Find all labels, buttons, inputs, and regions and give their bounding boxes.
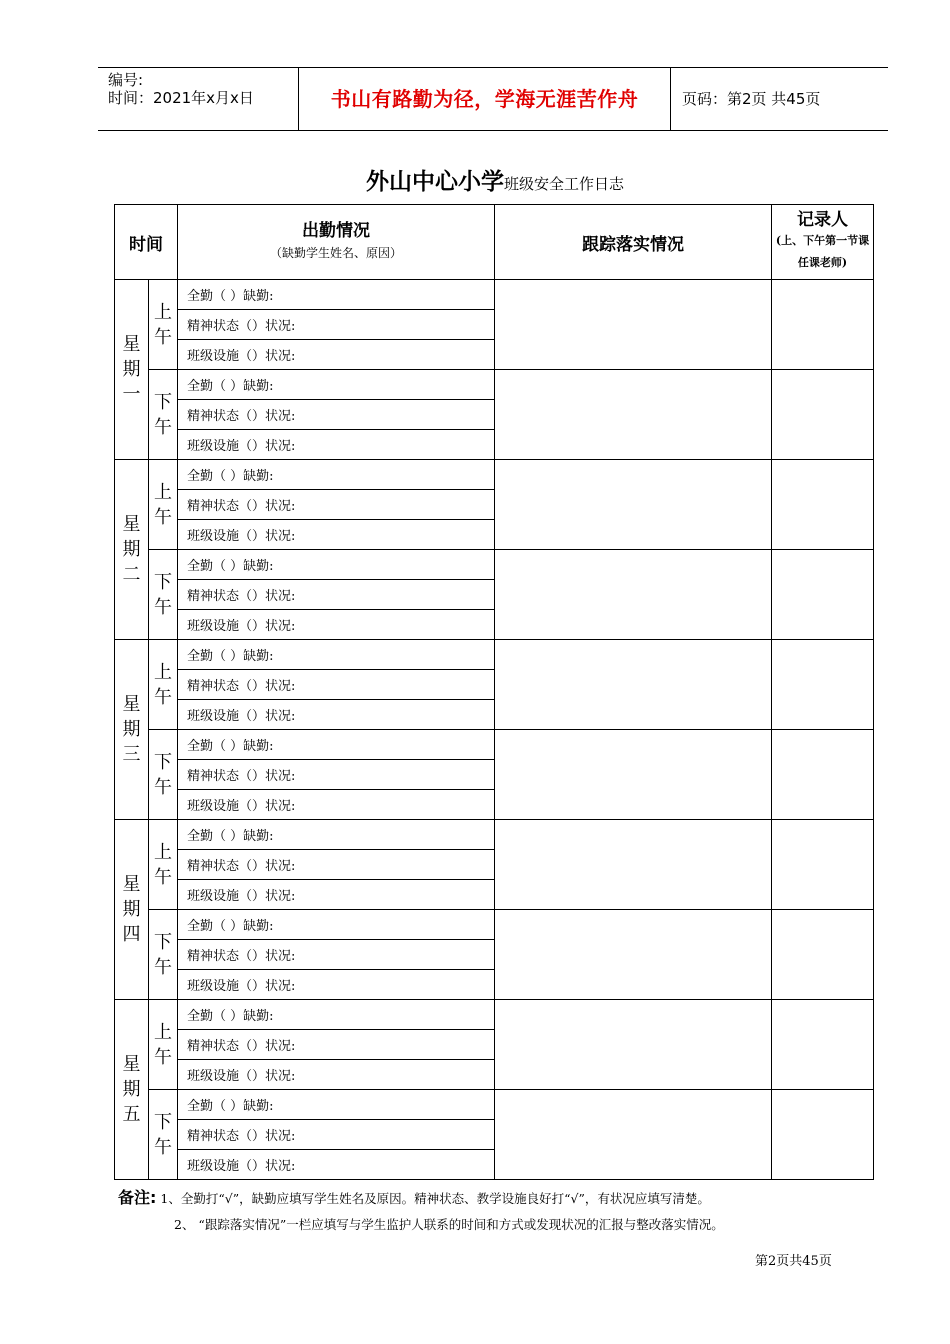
table-row xyxy=(115,370,874,400)
day-char: 期 xyxy=(122,719,141,740)
time-label: 时间：2021年x月x日 xyxy=(108,89,254,107)
half-day-char: 午 xyxy=(154,776,172,798)
day-char: 星 xyxy=(122,1054,141,1075)
morning-cell xyxy=(149,640,178,730)
recorder-cell[interactable] xyxy=(772,370,874,460)
attendance-item[interactable]: 全勤（ ）缺勤: xyxy=(178,550,495,580)
page-footer: 第2页共45页 xyxy=(755,1254,832,1269)
page-title xyxy=(0,163,950,196)
header-attendance xyxy=(178,205,495,280)
half-day-char: 午 xyxy=(154,326,172,348)
day-char: 星 xyxy=(122,694,141,715)
header-recorder xyxy=(772,205,874,280)
safety-log-table xyxy=(114,204,874,1180)
recorder-cell[interactable] xyxy=(772,280,874,370)
attendance-item[interactable]: 精神状态（）状况: xyxy=(178,490,495,520)
recorder-cell[interactable] xyxy=(772,1000,874,1090)
header-attendance-sub: （缺勤学生姓名、原因） xyxy=(269,246,402,260)
header-divider xyxy=(670,68,671,130)
attendance-item[interactable]: 全勤（ ）缺勤: xyxy=(178,370,495,400)
attendance-item[interactable]: 全勤（ ）缺勤: xyxy=(178,460,495,490)
day-cell xyxy=(115,280,149,460)
notes-text-1: 1、全勤打“√”，缺勤应填写学生姓名及原因。精神状态、教学设施良好打“√”，有状况应填写清楚。 xyxy=(160,1191,710,1206)
attendance-item[interactable]: 全勤（ ）缺勤: xyxy=(178,910,495,940)
table-row xyxy=(115,1000,874,1030)
table-row xyxy=(115,640,874,670)
day-cell xyxy=(115,1000,149,1180)
morning-cell xyxy=(149,460,178,550)
attendance-item[interactable]: 班级设施（）状况: xyxy=(178,520,495,550)
header-motto: 书山有路勤为径，学海无涯苦作舟 xyxy=(330,87,639,111)
attendance-item[interactable]: 全勤（ ）缺勤: xyxy=(178,640,495,670)
tracking-cell[interactable] xyxy=(495,280,772,370)
attendance-item[interactable]: 班级设施（）状况: xyxy=(178,1150,495,1180)
tracking-cell[interactable] xyxy=(495,640,772,730)
tracking-cell[interactable] xyxy=(495,550,772,640)
morning-cell xyxy=(149,820,178,910)
attendance-item[interactable]: 全勤（ ）缺勤: xyxy=(178,820,495,850)
attendance-item[interactable]: 精神状态（）状况: xyxy=(178,310,495,340)
table-row xyxy=(115,820,874,850)
day-char: 五 xyxy=(122,1104,141,1125)
attendance-item[interactable]: 班级设施（）状况: xyxy=(178,970,495,1000)
half-day-char: 下 xyxy=(154,751,172,773)
half-day-char: 午 xyxy=(154,416,172,438)
day-char: 期 xyxy=(122,899,141,920)
attendance-item[interactable]: 班级设施（）状况: xyxy=(178,880,495,910)
table-header-row xyxy=(115,205,874,280)
header-page-label: 页码：第2页 共45页 xyxy=(682,90,821,108)
attendance-item[interactable]: 班级设施（）状况: xyxy=(178,340,495,370)
tracking-cell[interactable] xyxy=(495,910,772,1000)
half-day-char: 上 xyxy=(154,481,172,503)
half-day-char: 午 xyxy=(154,506,172,528)
afternoon-cell xyxy=(149,730,178,820)
attendance-item[interactable]: 精神状态（）状况: xyxy=(178,1030,495,1060)
half-day-char: 午 xyxy=(154,1136,172,1158)
notes xyxy=(118,1185,898,1238)
table-row xyxy=(115,910,874,940)
attendance-item[interactable]: 班级设施（）状况: xyxy=(178,430,495,460)
day-char: 四 xyxy=(122,924,141,945)
table-row xyxy=(115,460,874,490)
afternoon-cell xyxy=(149,910,178,1000)
header-recorder-sub: (上、下午第一节课任课老师) xyxy=(775,234,870,269)
half-day-char: 午 xyxy=(154,596,172,618)
tracking-cell[interactable] xyxy=(495,370,772,460)
attendance-item[interactable]: 精神状态（）状况: xyxy=(178,670,495,700)
day-char: 期 xyxy=(122,359,141,380)
morning-cell xyxy=(149,280,178,370)
attendance-item[interactable]: 全勤（ ）缺勤: xyxy=(178,280,495,310)
attendance-item[interactable]: 精神状态（）状况: xyxy=(178,580,495,610)
day-char: 期 xyxy=(122,539,141,560)
number-label: 编号: xyxy=(108,71,144,89)
attendance-item[interactable]: 班级设施（）状况: xyxy=(178,700,495,730)
table-row xyxy=(115,1090,874,1120)
doc-name: 班级安全工作日志 xyxy=(503,175,624,193)
half-day-char: 下 xyxy=(154,391,172,413)
half-day-char: 下 xyxy=(154,1111,172,1133)
attendance-item[interactable]: 班级设施（）状况: xyxy=(178,610,495,640)
day-char: 星 xyxy=(122,874,141,895)
table-row xyxy=(115,550,874,580)
day-char: 星 xyxy=(122,514,141,535)
recorder-cell[interactable] xyxy=(772,730,874,820)
half-day-char: 午 xyxy=(154,686,172,708)
attendance-item[interactable]: 精神状态（）状况: xyxy=(178,400,495,430)
attendance-item[interactable]: 精神状态（）状况: xyxy=(178,760,495,790)
recorder-cell[interactable] xyxy=(772,820,874,910)
day-cell xyxy=(115,640,149,820)
half-day-char: 上 xyxy=(154,841,172,863)
attendance-item[interactable]: 全勤（ ）缺勤: xyxy=(178,1090,495,1120)
page-header xyxy=(98,67,888,131)
notes-label: 备注: xyxy=(118,1188,157,1207)
table-row xyxy=(115,730,874,760)
attendance-item[interactable]: 全勤（ ）缺勤: xyxy=(178,1000,495,1030)
header-tracking: 跟踪落实情况 xyxy=(495,205,772,280)
tracking-cell[interactable] xyxy=(495,1090,772,1180)
day-cell xyxy=(115,820,149,1000)
day-cell xyxy=(115,460,149,640)
half-day-char: 上 xyxy=(154,1021,172,1043)
day-char: 一 xyxy=(122,384,141,405)
attendance-item[interactable]: 精神状态（）状况: xyxy=(178,940,495,970)
table-row xyxy=(115,280,874,310)
tracking-cell[interactable] xyxy=(495,730,772,820)
afternoon-cell xyxy=(149,370,178,460)
tracking-cell[interactable] xyxy=(495,460,772,550)
header-attendance-title: 出勤情况 xyxy=(302,221,370,241)
attendance-item[interactable]: 全勤（ ）缺勤: xyxy=(178,730,495,760)
half-day-char: 下 xyxy=(154,931,172,953)
tracking-cell[interactable] xyxy=(495,1000,772,1090)
day-char: 二 xyxy=(122,564,141,585)
recorder-cell[interactable] xyxy=(772,640,874,730)
school-name: 外山中心小学 xyxy=(365,169,504,195)
afternoon-cell xyxy=(149,1090,178,1180)
recorder-cell[interactable] xyxy=(772,910,874,1000)
half-day-char: 午 xyxy=(154,866,172,888)
header-left xyxy=(108,68,298,130)
day-char: 期 xyxy=(122,1079,141,1100)
half-day-char: 下 xyxy=(154,571,172,593)
notes-line-2: 2、 “跟踪落实情况”一栏应填写与学生监护人联系的时间和方式或发现状况的汇报与整改落实情况。 xyxy=(174,1217,724,1232)
table-body xyxy=(115,280,874,1180)
day-char: 星 xyxy=(122,334,141,355)
attendance-item[interactable]: 班级设施（）状况: xyxy=(178,790,495,820)
recorder-cell[interactable] xyxy=(772,1090,874,1180)
header-recorder-title: 记录人 xyxy=(797,210,848,230)
attendance-item[interactable]: 精神状态（）状况: xyxy=(178,850,495,880)
afternoon-cell xyxy=(149,550,178,640)
attendance-item[interactable]: 班级设施（）状况: xyxy=(178,1060,495,1090)
notes-line-1 xyxy=(118,1185,898,1212)
morning-cell xyxy=(149,1000,178,1090)
day-char: 三 xyxy=(122,744,141,765)
half-day-char: 午 xyxy=(154,956,172,978)
recorder-cell[interactable] xyxy=(772,550,874,640)
half-day-char: 午 xyxy=(154,1046,172,1068)
tracking-cell[interactable] xyxy=(495,820,772,910)
attendance-item[interactable]: 精神状态（）状况: xyxy=(178,1120,495,1150)
half-day-char: 上 xyxy=(154,301,172,323)
recorder-cell[interactable] xyxy=(772,460,874,550)
header-time: 时间 xyxy=(115,205,178,280)
half-day-char: 上 xyxy=(154,661,172,683)
